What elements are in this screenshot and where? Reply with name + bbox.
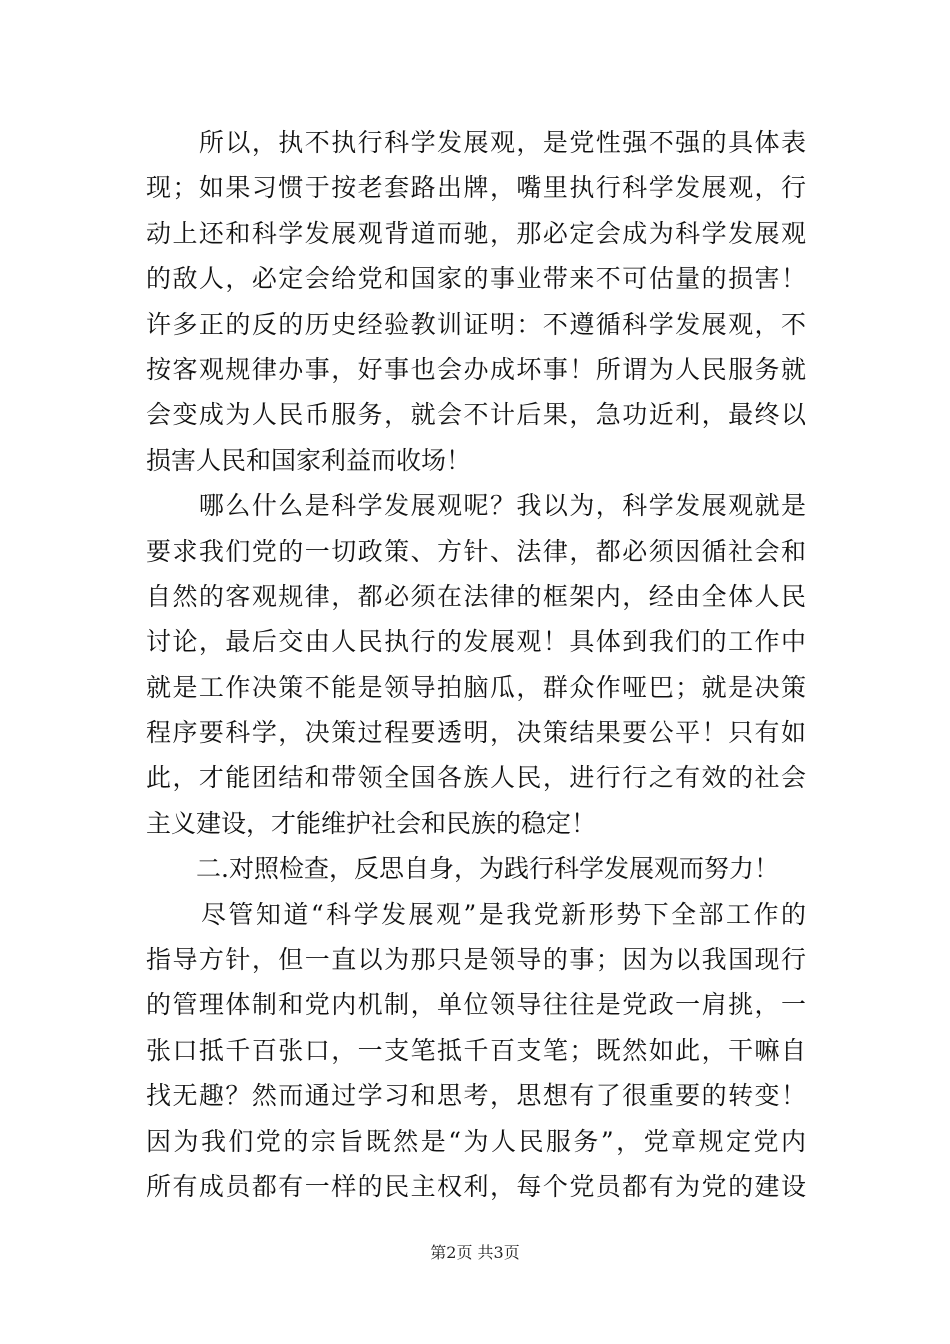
text-line: 按客观规律办事，好事也会办成坏事！所谓为人民服务就 xyxy=(146,354,806,384)
text-line: 讨论，最后交由人民执行的发展观！具体到我们的工作中 xyxy=(146,627,806,657)
text-line: 自然的客观规律，都必须在法律的框架内，经由全体人民 xyxy=(146,581,806,611)
page-footer: 第2页 共3页 xyxy=(430,1243,520,1262)
text-line: 要求我们党的一切政策、方针、法律，都必须因循社会和 xyxy=(146,536,806,566)
text-line: 哪么什么是科学发展观呢？我以为，科学发展观就是 xyxy=(146,491,806,521)
text-line: 此，才能团结和带领全国各族人民，进行行之有效的社会 xyxy=(146,763,806,793)
text-line: 所以，执不执行科学发展观，是党性强不强的具体表 xyxy=(146,128,806,157)
text-line: 就是工作决策不能是领导拍脑瓜，群众作哑巴；就是决策 xyxy=(146,672,806,702)
text-line: 找无趣？然而通过学习和思考，思想有了很重要的转变！ xyxy=(146,1081,806,1111)
text-line: 指导方针，但一直以为那只是领导的事；因为以我国现行 xyxy=(146,945,806,975)
text-line: 二.对照检查，反思自身，为践行科学发展观而努力！ xyxy=(146,854,779,884)
document-body xyxy=(146,120,806,1209)
text-line: 张口抵千百张口，一支笔抵千百支笔；既然如此，干嘛自 xyxy=(146,1035,806,1065)
text-line: 尽管知道“科学发展观”是我党新形势下全部工作的 xyxy=(146,899,806,929)
text-line: 的敌人，必定会给党和国家的事业带来不可估量的损害！ xyxy=(146,264,806,294)
text-line: 损害人民和国家利益而收场！ xyxy=(146,445,472,475)
text-line: 现；如果习惯于按老套路出牌，嘴里执行科学发展观，行 xyxy=(146,173,806,203)
text-line: 所有成员都有一样的民主权利，每个党员都有为党的建设 xyxy=(146,1171,806,1201)
text-line: 的管理体制和党内机制，单位领导往往是党政一肩挑，一 xyxy=(146,990,806,1020)
text-line: 会变成为人民币服务，就会不计后果，急功近利，最终以 xyxy=(146,400,806,430)
text-line: 程序要科学，决策过程要透明，决策结果要公平！只有如 xyxy=(146,718,806,748)
text-line: 因为我们党的宗旨既然是“为人民服务”，党章规定党内 xyxy=(146,1126,806,1156)
text-line: 动上还和科学发展观背道而驰，那必定会成为科学发展观 xyxy=(146,218,806,248)
text-line: 许多正的反的历史经验教训证明：不遵循科学发展观，不 xyxy=(146,309,806,339)
text-line: 主义建设，才能维护社会和民族的稳定！ xyxy=(146,808,597,838)
